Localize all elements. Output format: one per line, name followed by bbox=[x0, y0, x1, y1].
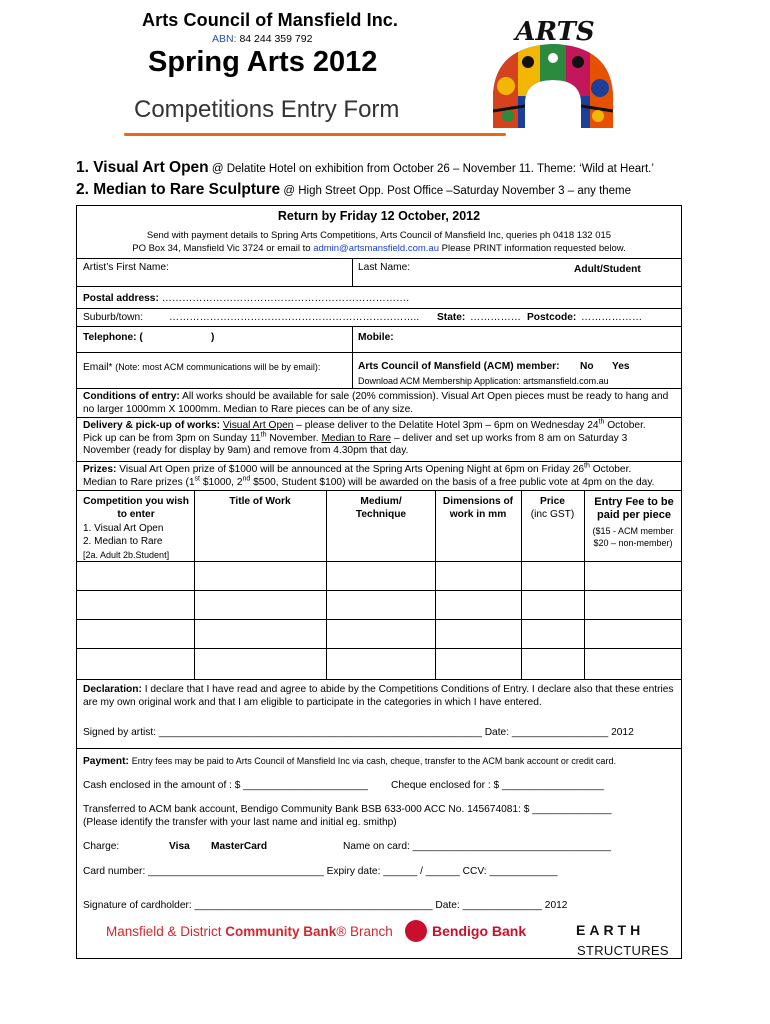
competition-1 bbox=[76, 159, 654, 177]
transfer-label: Transferred to ACM bank account, Bendigo Community Bank BSB 633-000 ACC No. 145674081: $ bbox=[83, 804, 530, 815]
signed-label: Signed by artist: bbox=[83, 727, 157, 738]
page-title: Spring Arts 2012 bbox=[148, 46, 378, 78]
last-name-label: Last Name: bbox=[358, 262, 411, 273]
abn-value: 84 244 359 792 bbox=[239, 33, 313, 45]
abn-line bbox=[212, 33, 312, 45]
cash-line[interactable]: ______________________ bbox=[243, 780, 368, 791]
structures-text: STRUCTURES bbox=[577, 943, 669, 958]
cheque-label: Cheque enclosed for : $ bbox=[391, 780, 500, 791]
bendigo-bank-icon bbox=[405, 920, 427, 942]
email-label: Email* bbox=[83, 362, 113, 373]
expiry-month-line[interactable]: ______ bbox=[383, 866, 418, 877]
ccv-label: CCV: bbox=[462, 866, 487, 877]
visa-option[interactable]: Visa bbox=[169, 841, 190, 852]
delivery-section bbox=[83, 420, 683, 458]
declaration-text: I declare that I have read and agree to abide by the Competitions Conditions of Entry. I declare also that these entries are my own original work and that I am eligible to participate in the categories in which I have entered. bbox=[83, 684, 674, 708]
cash-row bbox=[83, 780, 368, 793]
cheque-line[interactable]: __________________ bbox=[502, 780, 605, 791]
comp-option-2[interactable]: 2. Median to Rare bbox=[83, 536, 163, 547]
delivery-sup-1: th bbox=[598, 418, 605, 426]
prizes-text-2c: $500, Student $100) will be awarded on the basis of a free public vote at 4pm on the day. bbox=[253, 476, 655, 488]
send-instructions-1: Send with payment details to Spring Arts Competitions, Arts Council of Mansfield Inc, queries ph 0418 132 015 bbox=[146, 230, 612, 241]
signed-line[interactable]: _________________________________________________________ bbox=[158, 727, 482, 738]
mansfield-pre: Mansfield & District bbox=[106, 924, 222, 939]
return-by: Return by Friday 12 October, 2012 bbox=[277, 209, 481, 223]
member-download[interactable]: Download ACM Membership Application: artsmansfield.com.au bbox=[358, 376, 609, 386]
declaration-label: Declaration: bbox=[83, 684, 142, 695]
competition-2-details: @ High Street Opp. Post Office –Saturday November 3 – any theme bbox=[283, 185, 632, 197]
member-label: Arts Council of Mansfield (ACM) member: bbox=[358, 361, 560, 372]
payment-row bbox=[83, 755, 616, 769]
expiry-label: Expiry date: bbox=[326, 866, 381, 877]
prizes-section bbox=[83, 464, 683, 489]
member-no[interactable]: No bbox=[580, 361, 594, 372]
transfer-line[interactable]: ______________ bbox=[532, 804, 612, 815]
delivery-text-2: Pick up can be from 3pm on Sunday 11 bbox=[83, 432, 261, 444]
delivery-text-2b: November. bbox=[269, 432, 319, 444]
delivery-sup-2: th bbox=[260, 431, 267, 439]
prizes-label: Prizes: bbox=[83, 464, 117, 475]
card-number-row bbox=[83, 866, 557, 879]
prizes-text-1b: October. bbox=[592, 464, 632, 475]
delivery-link-median: Median to Rare bbox=[321, 432, 392, 444]
telephone-label[interactable]: Telephone: ( bbox=[83, 332, 143, 343]
pay-date-line[interactable]: ______________ bbox=[462, 900, 542, 911]
competition-2 bbox=[76, 181, 631, 199]
charge-label: Charge: bbox=[83, 841, 120, 852]
state-label: State: bbox=[437, 312, 466, 323]
expiry-year-line[interactable]: ______ bbox=[425, 866, 460, 877]
bendigo-bank-text: Bendigo Bank bbox=[432, 923, 527, 939]
postcode-label: Postcode: bbox=[527, 312, 577, 323]
table-header-price: Price bbox=[540, 496, 565, 507]
signed-by-artist-row bbox=[83, 727, 634, 740]
suburb-dots[interactable]: ……………………………………………………………….. bbox=[169, 312, 420, 323]
mastercard-option[interactable]: MasterCard bbox=[211, 841, 268, 852]
cardholder-signature-row bbox=[83, 900, 567, 913]
earth-logo: EARTH bbox=[576, 922, 645, 938]
name-on-card-line[interactable]: ___________________________________ bbox=[412, 841, 611, 852]
email-note: (Note: most ACM communications will be by email): bbox=[115, 362, 321, 372]
comp-option-1[interactable]: 1. Visual Art Open bbox=[83, 523, 164, 534]
payment-text: Entry fees may be paid to Arts Council of Mansfield Inc via cash, cheque, transfer to the ACM bank account or credit card. bbox=[131, 756, 616, 766]
transfer-row bbox=[83, 804, 612, 817]
send-instructions-2 bbox=[77, 243, 681, 256]
expiry-slash: / bbox=[420, 866, 423, 877]
accent-divider bbox=[124, 133, 506, 136]
cash-label: Cash enclosed in the amount of : $ bbox=[83, 780, 241, 791]
name-on-card-row bbox=[343, 841, 611, 854]
table-header-dimensions: Dimensions of work in mm bbox=[442, 496, 514, 520]
table-header-competition: Competition you wish to enter bbox=[83, 496, 189, 520]
member-yes[interactable]: Yes bbox=[612, 361, 630, 372]
first-name-label: Artist’s First Name: bbox=[83, 262, 169, 273]
table-header-entry-fee: Entry Fee to be paid per piece bbox=[594, 496, 674, 521]
cheque-row bbox=[391, 780, 604, 793]
email-link[interactable]: admin@artsmansfield.com.au bbox=[313, 243, 439, 254]
payment-label: Payment: bbox=[83, 756, 129, 767]
decl-date-line[interactable]: _________________ bbox=[511, 727, 609, 738]
delivery-text-2c: – deliver and set up works from 8 am on Saturday 3 bbox=[393, 432, 628, 444]
price-sub: (inc GST) bbox=[530, 509, 575, 520]
prizes-text-2a: Median to Rare prizes (1 bbox=[83, 476, 195, 488]
competition-1-name: 1. Visual Art Open bbox=[76, 159, 209, 176]
competition-1-details: @ Delatite Hotel on exhibition from October 26 – November 11. Theme: ‘Wild at Heart.’ bbox=[211, 163, 654, 175]
prizes-sup-2: st bbox=[194, 475, 200, 483]
abn-label: ABN: bbox=[212, 33, 237, 45]
cardholder-sig-line[interactable]: __________________________________________ bbox=[194, 900, 433, 911]
postal-dots[interactable]: ………………………………………………………………. bbox=[161, 293, 410, 304]
prizes-sup-3: nd bbox=[242, 475, 251, 483]
transfer-note: (Please identify the transfer with your last name and initial eg. smithp) bbox=[83, 817, 397, 828]
email-row bbox=[83, 361, 320, 375]
competition-2-name: 2. Median to Rare Sculpture bbox=[76, 181, 281, 198]
organization-name: Arts Council of Mansfield Inc. bbox=[142, 10, 399, 30]
logo-text: ARTS bbox=[515, 17, 595, 47]
mansfield-community-bank-logo bbox=[106, 924, 393, 939]
prizes-text-2b: $1000, 2 bbox=[202, 476, 243, 488]
mobile-label[interactable]: Mobile: bbox=[358, 332, 394, 343]
send-instructions-2-post: Please PRINT information requested below. bbox=[441, 243, 626, 254]
delivery-text-3: November (ready for display by 9am) and remove from 4.30pm that day. bbox=[83, 445, 409, 456]
comp-option-3[interactable]: [2a. Adult 2b.Student] bbox=[83, 550, 170, 560]
entry-form bbox=[76, 205, 682, 959]
table-header-title: Title of Work bbox=[229, 496, 291, 507]
pay-year: 2012 bbox=[544, 900, 568, 911]
fee-nonmember: $20 – non-member) bbox=[593, 538, 673, 548]
delivery-label: Delivery & pick-up of works: bbox=[83, 420, 220, 431]
mansfield-post: ® Branch bbox=[336, 924, 393, 939]
conditions-of-entry bbox=[83, 391, 677, 416]
conditions-text: All works should be available for sale (20% commission). Visual Art Open pieces must be ready to hang and no larger 1000mm X 1000mm. Median to Rare pieces can be of any size. bbox=[83, 391, 669, 415]
ccv-line[interactable]: ____________ bbox=[489, 866, 558, 877]
adult-student-label[interactable]: Adult/Student bbox=[574, 264, 641, 275]
delivery-link-visual-art: Visual Art Open bbox=[222, 420, 294, 431]
state-dots[interactable]: …………… bbox=[470, 312, 521, 323]
postcode-dots[interactable]: ……………… bbox=[581, 312, 643, 323]
conditions-label: Conditions of entry: bbox=[83, 391, 180, 402]
telephone-close: ) bbox=[211, 332, 215, 343]
mansfield-bold: Community Bank bbox=[225, 924, 337, 939]
prizes-sup-1: th bbox=[584, 462, 590, 470]
delivery-text-1b: October. bbox=[607, 420, 646, 431]
pay-date-label: Date: bbox=[435, 900, 460, 911]
postal-address-label: Postal address: bbox=[83, 293, 159, 304]
card-number-line[interactable]: _______________________________ bbox=[148, 866, 324, 877]
card-number-label: Card number: bbox=[83, 866, 146, 877]
cardholder-sig-label: Signature of cardholder: bbox=[83, 900, 192, 911]
arts-logo bbox=[488, 16, 618, 134]
fee-member: ($15 - ACM member bbox=[592, 526, 674, 536]
prizes-text-1: Visual Art Open prize of $1000 will be announced at the Spring Arts Opening Night at 6pm on Friday 26 bbox=[119, 464, 585, 475]
send-instructions-2-pre: PO Box 34, Mansfield Vic 3724 or email to bbox=[132, 243, 311, 254]
decl-date-label: Date: bbox=[484, 727, 510, 738]
decl-year: 2012 bbox=[611, 727, 634, 738]
postal-address-row bbox=[83, 293, 409, 306]
page-subtitle: Competitions Entry Form bbox=[134, 96, 400, 123]
declaration bbox=[83, 684, 675, 709]
table-header-medium: Medium/ Technique bbox=[355, 496, 407, 520]
suburb-label: Suburb/town: bbox=[83, 312, 144, 323]
delivery-text-1: – please deliver to the Delatite Hotel 3pm – 6pm on Wednesday 24 bbox=[296, 420, 599, 431]
name-on-card-label: Name on card: bbox=[343, 841, 410, 852]
